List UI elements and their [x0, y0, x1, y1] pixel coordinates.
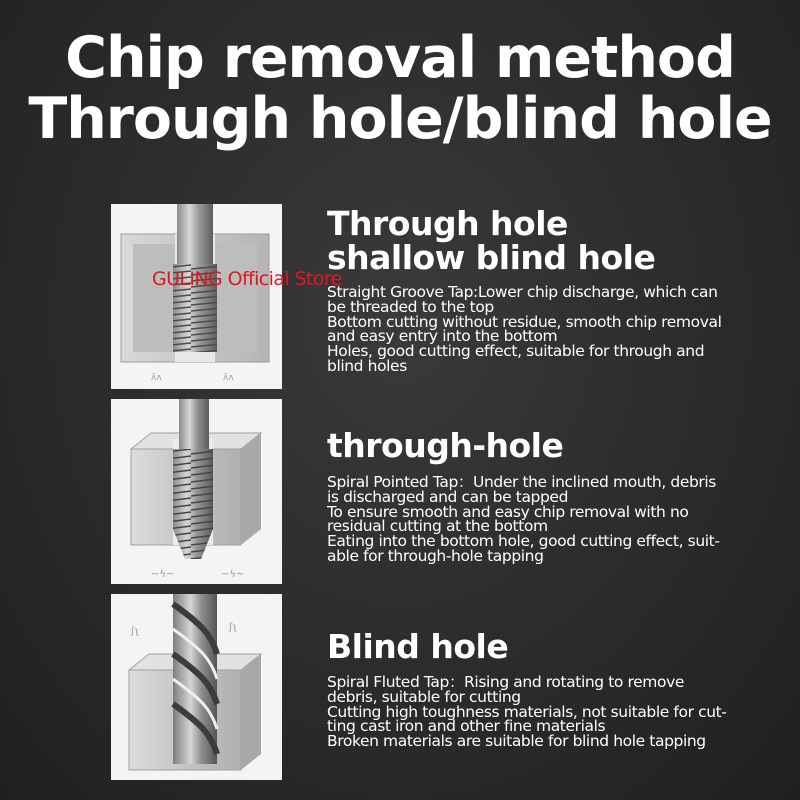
description-line: residual cutting at the bottom [327, 517, 548, 536]
svg-text:ʌ̈ʌ: ʌ̈ʌ [223, 373, 234, 383]
description-line: Spiral Fluted Tap：Rising and rotating to remove [327, 673, 684, 691]
section-2-heading: through-hole [327, 426, 564, 465]
description-line: Bottom cutting without residue, smooth chip removal [327, 312, 722, 331]
description-line: Straight Groove Tap:Lower chip discharge, which can [327, 283, 718, 301]
description-line: Holes, good cutting effect, suitable for through and [327, 342, 705, 361]
spiral-fluted-tap-illustration [111, 594, 282, 780]
section-1-heading-line1: Through hole [327, 204, 568, 243]
section-3-heading: Blind hole [327, 627, 509, 666]
svg-text:~ϟ~: ~ϟ~ [221, 569, 245, 580]
main-title-line1: Chip removal method [65, 25, 735, 91]
description-line: Spiral Pointed Tap：Under the inclined mouth, debris [327, 473, 716, 491]
section-1-description [327, 285, 747, 374]
svg-text:~ϟ~: ~ϟ~ [151, 569, 175, 580]
description-line: and easy entry into the bottom [327, 327, 558, 346]
straight-groove-tap-illustration [111, 204, 282, 389]
description-line: Cutting high toughness materials, not suitable for cut- [327, 702, 727, 721]
svg-text:ʌ̈ʌ: ʌ̈ʌ [151, 373, 162, 383]
store-watermark: GULING Official Store [152, 268, 342, 290]
description-line: To ensure smooth and easy chip removal with no [327, 502, 689, 521]
description-line: be threaded to the top [327, 297, 494, 316]
section-1-heading-line2: shallow blind hole [327, 238, 656, 277]
section-3-description [327, 675, 747, 749]
section-2-description [327, 475, 747, 564]
description-line: Eating into the bottom hole, good cutting effect, suit- [327, 532, 720, 551]
description-line: ting cast iron and other fine materials [327, 717, 606, 736]
description-line: blind holes [327, 356, 407, 375]
main-title-line2: Through hole/blind hole [28, 86, 772, 152]
description-line: Broken materials are suitable for blind hole tapping [327, 732, 706, 751]
description-line: is discharged and can be tapped [327, 487, 569, 506]
spiral-pointed-tap-illustration [111, 399, 282, 584]
svg-text:ʃʅ: ʃʅ [131, 626, 139, 637]
svg-text:ʃʅ: ʃʅ [229, 622, 237, 633]
description-line: able for through-hole tapping [327, 546, 544, 565]
description-line: debris, suitable for cutting [327, 687, 521, 706]
